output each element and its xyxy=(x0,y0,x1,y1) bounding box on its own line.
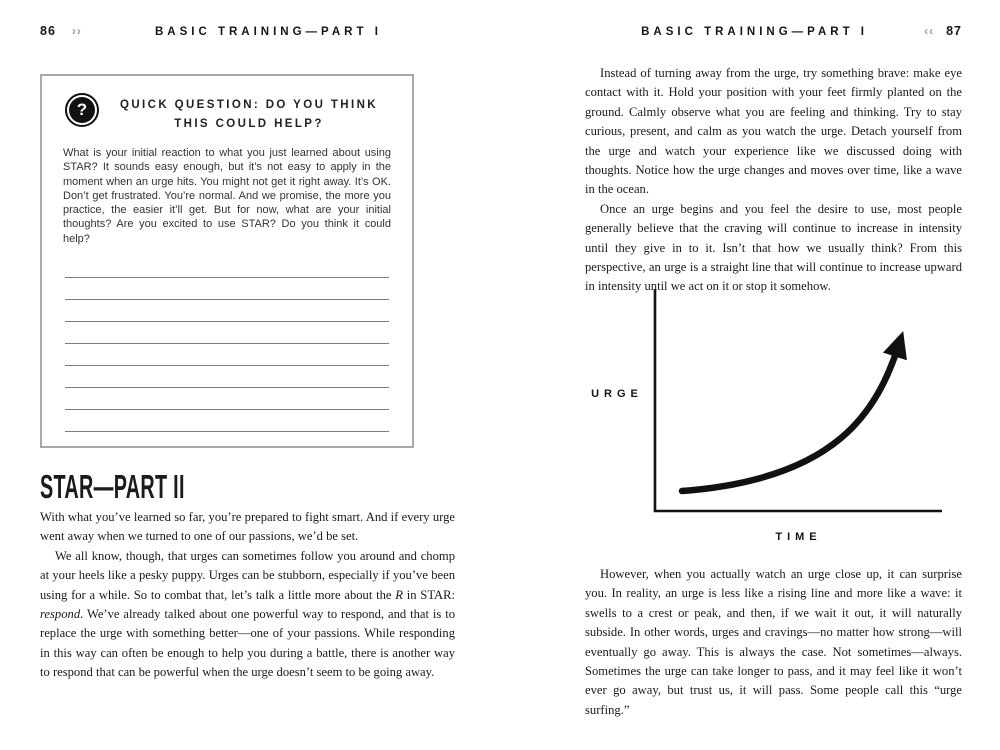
urge-curve xyxy=(682,347,898,491)
writing-line xyxy=(65,344,389,366)
page-header-left xyxy=(40,24,455,38)
question-box-title-row xyxy=(63,93,391,134)
question-box xyxy=(40,74,414,448)
writing-lines xyxy=(63,256,391,432)
writing-line xyxy=(65,410,389,432)
figure-urge-chart xyxy=(585,281,962,543)
chevrons-left-icon: ‹‹ xyxy=(924,24,935,38)
writing-line xyxy=(65,388,389,410)
right-body-paragraphs-bottom xyxy=(585,565,962,720)
paragraph: We all know, though, that urges can sometimes follow you around and chomp at your heels like a pesky puppy. Urges can be stubborn, especially if you’ve been using for a while. So to combat that, let’s talk a little more about the R in STAR: respond. We’ve already talked about one powerful way to respond, and that is to replace the urge with something better—one of your passions. While responding in this way can often be enough to help you during a battle, there is another way to respond that can be powerful when the urge doesn’t seem to be going away. xyxy=(40,548,455,680)
question-mark-icon: ? xyxy=(65,93,99,127)
writing-line xyxy=(65,256,389,278)
right-body-paragraphs-top xyxy=(585,64,962,297)
running-header: BASIC TRAINING—PART I xyxy=(155,26,382,38)
writing-line xyxy=(65,300,389,322)
question-box-title: QUICK QUESTION: DO YOU THINK THIS COULD HELP? xyxy=(119,99,379,130)
question-box-text: What is your initial reaction to what you just learned about using STAR? It sounds easy enough, but it’s not easy to apply in the moment when an urge hits. You might not get it right away. It’s OK. Don’t get frustrated. You’re normal. And we promise, the more you practice, the easier it’ll get. But for now, what are your initial thoughts? Are you excited to use STAR? Do you think it could help? xyxy=(63,147,391,245)
page-header-right xyxy=(585,24,962,38)
paragraph: Once an urge begins and you feel the desire to use, most people generally believe that the craving will continue to increase in intensity until they give in to it. Isn’t that how we usually think? From this perspective, an urge is a straight line that will continue to increase upward in intensity until we act on it or stop it somehow. xyxy=(585,201,962,294)
x-axis-label: TIME xyxy=(775,531,822,543)
chart-axes xyxy=(654,289,942,511)
page-number: 87 xyxy=(946,24,962,38)
chevrons-right-icon: ›› xyxy=(71,24,82,38)
writing-line xyxy=(65,322,389,344)
writing-line xyxy=(65,278,389,300)
page-right xyxy=(585,0,962,750)
question-box-body xyxy=(63,146,391,246)
writing-line xyxy=(65,366,389,388)
page-number: 86 xyxy=(40,24,56,38)
paragraph: Instead of turning away from the urge, try something brave: make eye contact with it. Hold your position with your feet firmly planted on the ground. Calmly observe what you are feeling and thinking. Try to stay curious, present, and calm as you watch the urge. Detach yourself from the urge and watch your experience like we discussed doing with thoughts. Notice how the urge changes and moves over time, like a wave in the ocean. xyxy=(585,66,962,197)
section-heading: STAR—PART II xyxy=(40,468,185,505)
paragraph: With what you’ve learned so far, you’re prepared to fight smart. And if every urge went away when we turned to one of our passions, we’d be set. xyxy=(40,510,455,544)
y-axis-label: URGE xyxy=(591,388,643,400)
left-body-paragraphs xyxy=(40,508,455,683)
paragraph: However, when you actually watch an urge close up, it can surprise you. In reality, an urge is less like a rising line and more like a wave: it swells to a crest or peak, and then, if we wait it out, it will naturally subside. In other words, urges and cravings—no matter how strong—will eventually go away. This is always the case. Not sometimes—always. Sometimes the urge can take longer to pass, and it may feel like it won’t ever go away, but trust us, it will pass. Some people call this “urge surfing.” xyxy=(585,567,962,717)
page-left xyxy=(40,0,455,750)
running-header: BASIC TRAINING—PART I xyxy=(641,26,868,38)
